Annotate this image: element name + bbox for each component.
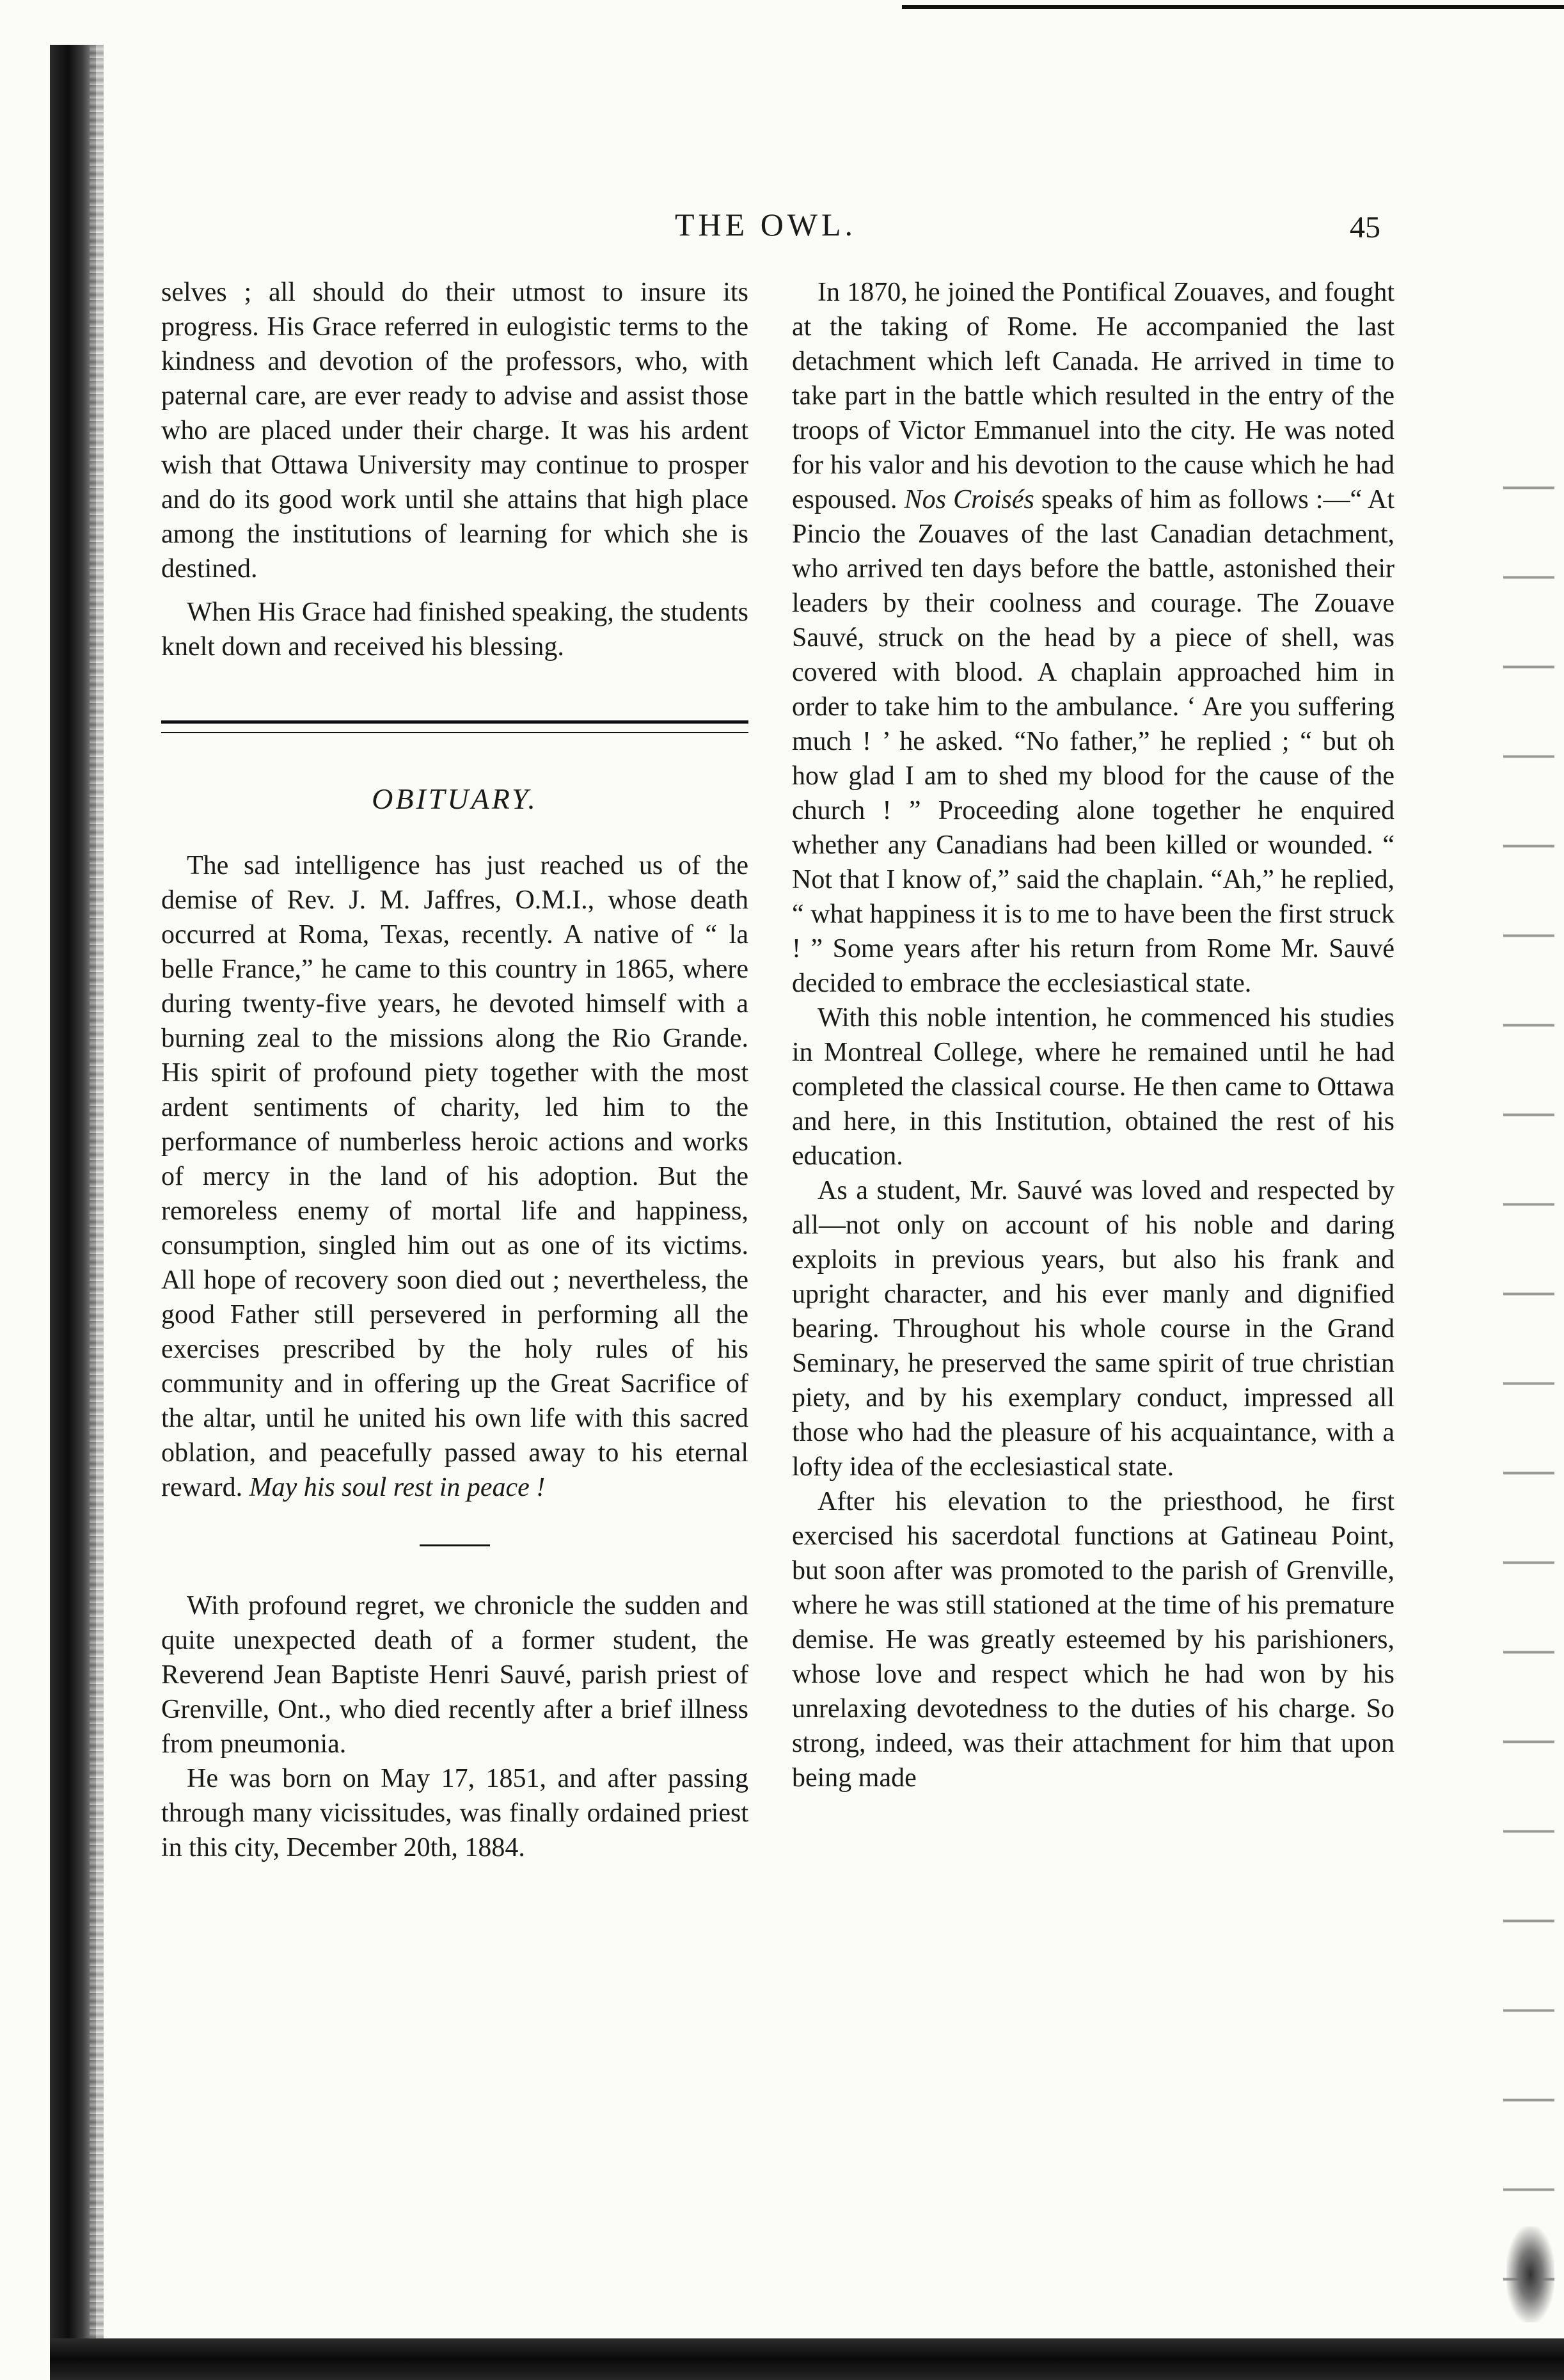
obituary-heading: OBITUARY. bbox=[372, 782, 538, 815]
scan-right-smudge bbox=[1506, 2226, 1554, 2322]
closing-prayer: May his soul rest in peace ! bbox=[249, 1473, 546, 1502]
source-title-nos-croises: Nos Croisés bbox=[904, 485, 1034, 514]
zouave-text-continued: speaks of him as follows :—“ At Pincio the Zouaves of the last Canadian detachment, who arrived ten days before the battle, astonished their leaders by their coolness and courage. The Zouave Sauvé, struck on the head by a piece of shell, was covered with blood. A chaplain approached him in order to take him to the ambulance. ‘ Are you suffering much ! ’ he asked. “No father,” he replied ; “ but oh how glad I am to shed my blood for the cause of the church ! ” Proceeding alone together he enquired whether any Canadians had been killed or wounded. “ Not that I know of,” said the chaplain. “Ah,” he replied, “ what happiness it is to me to have been the first struck ! ” Some years after his return from Rome Mr. Sauvé decided to embrace the ecclesiastical state. bbox=[792, 485, 1395, 998]
running-head: THE OWL. bbox=[675, 207, 857, 242]
right-paragraph-3: As a student, Mr. Sauvé was loved and respected by all—not only on account of his noble and daring exploits in previous years, but also his frank and upright character, and his ever manly and dignified bearing. Throughout his whole course in the Grand Seminary, he preserved the same spirit of true christian piety, and by his exemplary conduct, impressed all those who had the pleasure of his acquaintance, with a lofty idea of the ecclesiastical state. bbox=[792, 1176, 1394, 1482]
scan-bottom-edge bbox=[50, 2338, 1564, 2380]
right-paragraph-2: With this noble intention, he commenced his studies in Montreal College, where he remained until he had completed the classical course. He then came to Ottawa and here, in this Institution, obtained the rest of his education. bbox=[792, 1003, 1394, 1171]
left-paragraph-2: When His Grace had finished speaking, the students knelt down and received his blessing. bbox=[161, 598, 748, 662]
right-paragraph-4: After his elevation to the priesthood, he first exercised his sacerdotal functions at Gatineau Point, but soon after was promoted to the parish of Grenville, where he was still stationed at the time of his premature demise. He was greatly esteemed by his parishioners, whose love and respect which he had won by his unrelaxing devotedness to the duties of his charge. So strong, indeed, was their attachment for him that upon being made bbox=[792, 1487, 1394, 1793]
left-paragraph-3 bbox=[161, 848, 748, 1505]
left-paragraph-1: selves ; all should do their utmost to insure its progress. His Grace referred in eulogistic terms to the kindness and devotion of the professors, who, with paternal care, are ever ready to advise and assist those who are placed under their charge. It was his ardent wish that Ottawa University may continue to prosper and do its good work until she attains that high place among the institutions of learning for which she is destined. bbox=[161, 278, 748, 583]
short-divider-rule bbox=[420, 1544, 490, 1546]
page-number: 45 bbox=[1350, 210, 1380, 244]
right-column bbox=[792, 275, 1394, 1795]
left-column bbox=[161, 275, 748, 1865]
scan-top-rule bbox=[902, 5, 1564, 9]
left-paragraph-5: He was born on May 17, 1851, and after passing through many vicissitudes, was finally ordained priest in this city, December 20th, 1884. bbox=[161, 1764, 748, 1862]
zouave-text: In 1870, he joined the Pontifical Zouaves, and fought at the taking of Rome. He accompanied the last detachment which left Canada. He arrived in time to take part in the battle which resulted in the entry of the troops of Victor Emmanuel into the city. He was noted for his valor and his devotion to the cause which he had espoused. bbox=[792, 278, 1394, 514]
jaffres-obituary-text: The sad intelligence has just reached us of the demise of Rev. J. M. Jaffres, O.M.I., whose death occurred at Roma, Texas, recently. A native of “ la belle France,” he came to this country in 1865, where during twenty-five years, he devoted himself with a burning zeal to the missions along the Rio Grande. His spirit of profound piety together with the most ardent sentiments of charity, led him to the performance of numberless heroic actions and works of mercy in the land of his adoption. But the remoreless enemy of mortal life and happiness, consumption, singled him out as one of its victims. All hope of recovery soon died out ; nevertheless, the good Father still persevered in performing all the exercises prescribed by the holy rules of his community and in offering up the Great Sacrifice of the altar, until he united his own life with this sacred oblation, and peacefully passed away to his eternal reward. bbox=[161, 851, 748, 1502]
scan-right-speckle bbox=[1503, 448, 1554, 2335]
scan-left-speckle bbox=[90, 45, 104, 2380]
left-paragraph-4: With profound regret, we chronicle the sudden and quite unexpected death of a former student, the Reverend Jean Baptiste Henri Sauvé, parish priest of Grenville, Ont., who died recently after a brief illness from pneumonia. bbox=[161, 1591, 748, 1759]
right-paragraph-1 bbox=[792, 275, 1394, 1001]
section-divider-double-rule bbox=[161, 720, 748, 733]
